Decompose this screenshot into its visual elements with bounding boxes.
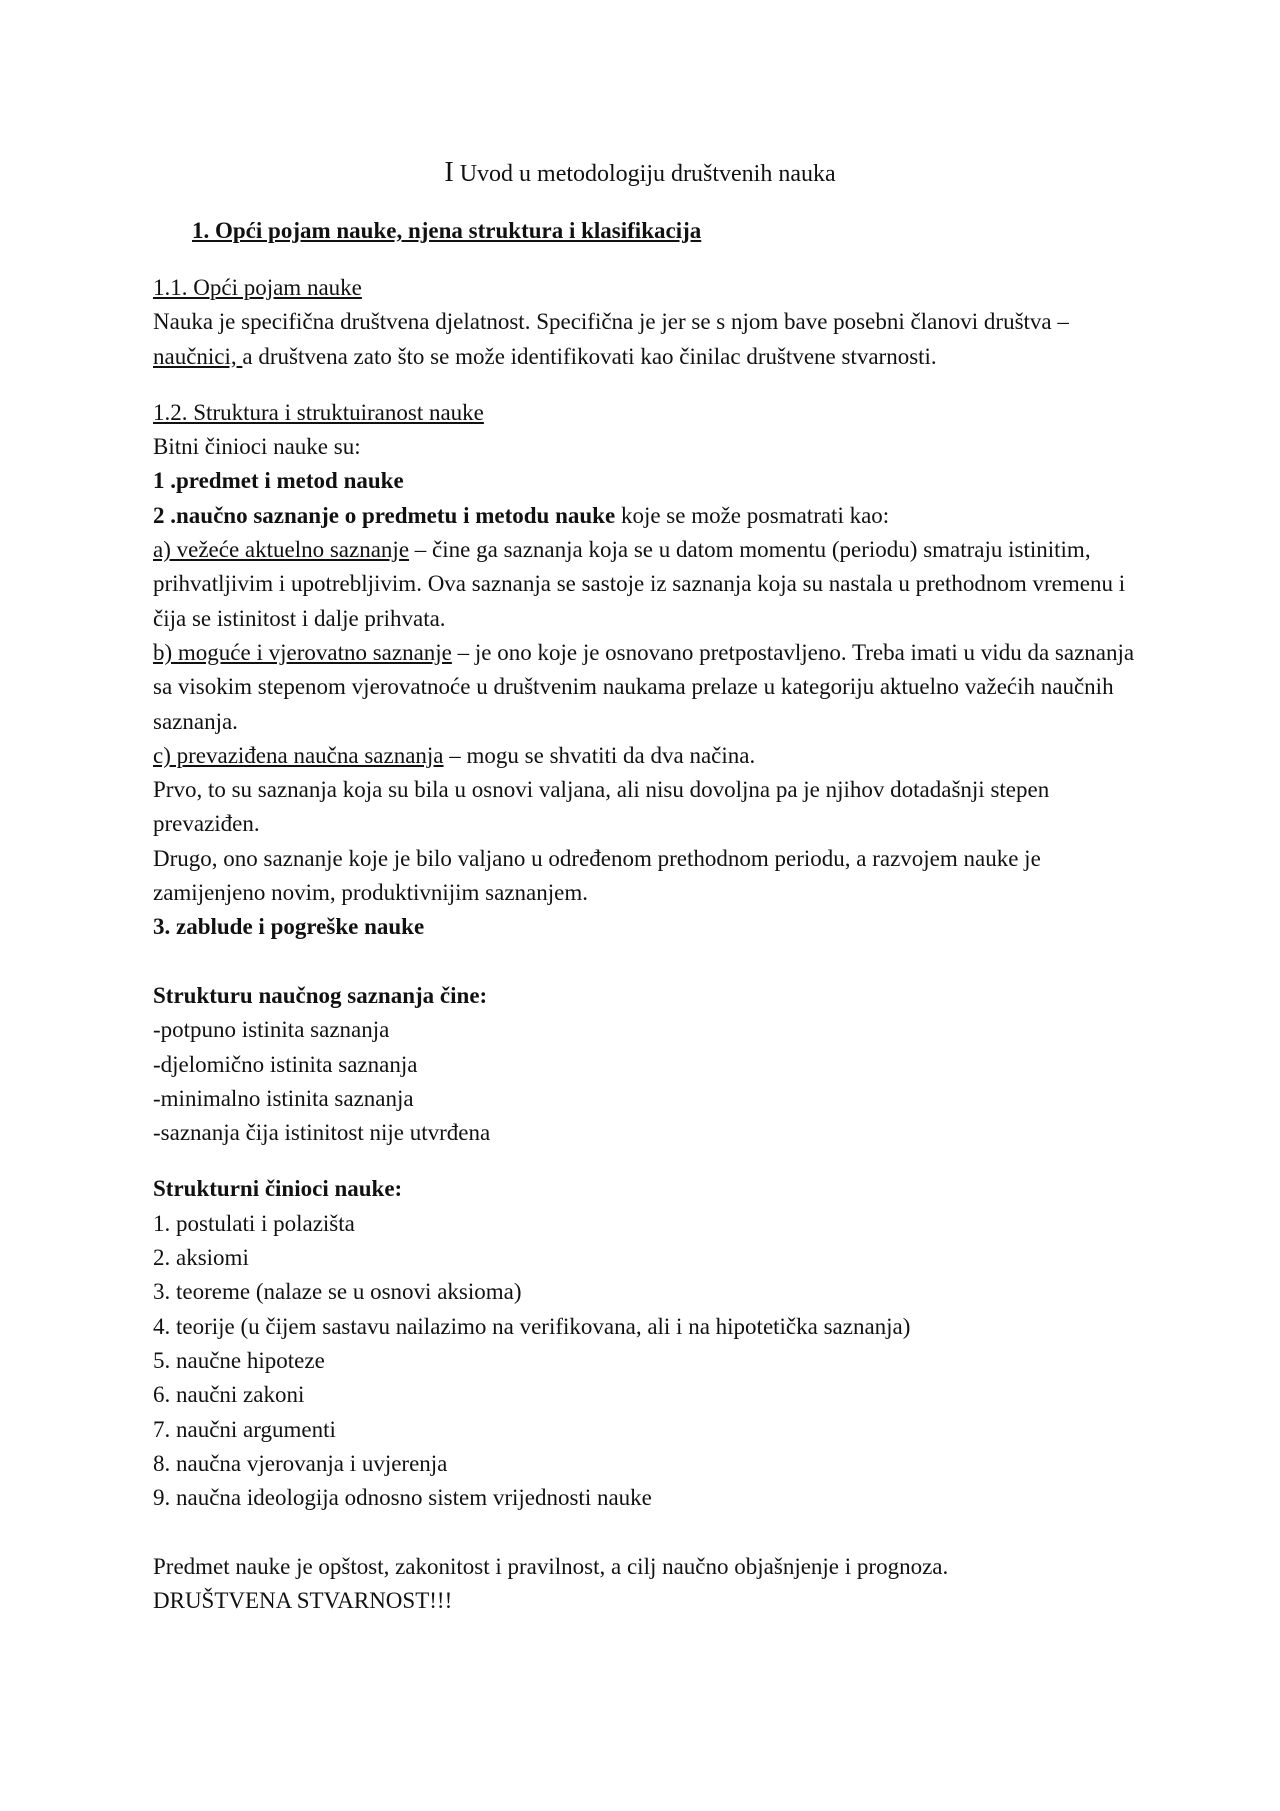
subitem-a-label: a) vežeće aktuelno saznanje bbox=[153, 537, 410, 563]
paragraph-text-start: Nauka je specifična društvena djelatnost. Specifična je jer se s njom bave posebni članovi društva – bbox=[153, 309, 1069, 335]
subitem-b-text: – je ono koje je osnovano pretpostavljeno. Treba imati u vidu da saznanja sa visokim stepenom vjerovatnoće u društvenim naukama prelaze u kategoriju aktuelno važećih naučnih saznanja. bbox=[153, 639, 1135, 734]
spacer bbox=[153, 374, 1138, 396]
subitem-c bbox=[153, 739, 1138, 773]
spacer bbox=[153, 945, 1138, 979]
closing-line-1: Predmet nauke je opštost, zakonitost i pravilnost, a cilj naučno objašnjenje i prognoza. bbox=[153, 1553, 949, 1579]
document-body bbox=[153, 271, 1138, 1618]
structure-list-item: -saznanja čija istinitost nije utvrđena bbox=[153, 1120, 491, 1146]
section-heading-1: 1. Opći pojam nauke, njena struktura i klasifikacija bbox=[192, 218, 702, 243]
factors-list-item: 4. teorije (u čijem sastavu nailazimo na verifikovana, ali i na hipotetička saznanja) bbox=[153, 1313, 911, 1339]
structure-heading: Strukturu naučnog saznanja čine: bbox=[153, 982, 488, 1008]
subitem-b bbox=[153, 636, 1138, 739]
underlined-term-naucnici: naučnici, bbox=[153, 343, 243, 369]
factor-item-1: 1 .predmet i metod nauke bbox=[153, 468, 404, 494]
structure-list-item: -minimalno istinita saznanja bbox=[153, 1085, 414, 1111]
structure-list-item: -djelomično istinita saznanja bbox=[153, 1051, 418, 1077]
factor-item-3: 3. zablude i pogreške nauke bbox=[153, 914, 425, 940]
factors-list-item: 8. naučna vjerovanja i uvjerenja bbox=[153, 1450, 448, 1476]
section-1-2-intro: Bitni činioci nauke su: bbox=[153, 434, 361, 460]
factors-list-item: 5. naučne hipoteze bbox=[153, 1347, 325, 1373]
factors-list-item: 2. aksiomi bbox=[153, 1245, 249, 1271]
factors-list-item: 7. naučni argumenti bbox=[153, 1416, 336, 1442]
section-1-2-heading: 1.2. Struktura i struktuiranost nauke bbox=[153, 399, 484, 425]
factor-item-2 bbox=[153, 499, 1138, 533]
paragraph-text-end: a društvena zato što se može identifikovati kao činilac društvene stvarnosti. bbox=[242, 343, 937, 369]
document-title bbox=[0, 156, 1280, 191]
paragraph-first: Prvo, to su saznanja koja su bila u osnovi valjana, ali nisu dovoljna pa je njihov dotadašnji stepen prevaziđen. bbox=[153, 777, 1050, 837]
title-roman-numeral: I bbox=[444, 157, 454, 188]
spacer bbox=[153, 1515, 1138, 1549]
subitem-c-label: c) prevaziđena naučna saznanja bbox=[153, 742, 444, 768]
subitem-a bbox=[153, 533, 1138, 636]
subitem-b-label: b) moguće i vjerovatno saznanje bbox=[153, 639, 452, 665]
closing-line-2: DRUŠTVENA STVARNOST!!! bbox=[153, 1587, 453, 1613]
spacer bbox=[153, 1150, 1138, 1172]
section-1-1-heading: 1.1. Opći pojam nauke bbox=[153, 275, 362, 300]
factors-list-item: 3. teoreme (nalaze se u osnovi aksioma) bbox=[153, 1279, 522, 1305]
title-text: Uvod u metodologiju društvenih nauka bbox=[459, 161, 836, 187]
structure-list-item: -potpuno istinita saznanja bbox=[153, 1017, 390, 1043]
section-1-1-paragraph bbox=[153, 305, 1138, 374]
factors-list-item: 6. naučni zakoni bbox=[153, 1382, 305, 1408]
factors-list-item: 9. naučna ideologija odnosno sistem vrijednosti nauke bbox=[153, 1485, 652, 1511]
factors-list-item: 1. postulati i polazišta bbox=[153, 1210, 355, 1236]
paragraph-second: Drugo, ono saznanje koje je bilo valjano u određenom prethodnom periodu, a razvojem nauke je zamijenjeno novim, produktivnijim saznanjem. bbox=[153, 845, 1041, 906]
subitem-c-text: – mogu se shvatiti da dva načina. bbox=[443, 742, 756, 768]
subitem-a-text: – čine ga saznanja koja se u datom momentu (periodu) smatraju istinitim, prihvatljivim i upotrebljivim. Ova saznanja se sastoje iz saznanja koja su nastala u prethodnom vremenu i čija se istinitost i dalje prihvata. bbox=[153, 537, 1126, 631]
factor-item-2-bold: 2 .naučno saznanje o predmetu i metodu nauke bbox=[153, 502, 616, 528]
factors-heading: Strukturni činioci nauke: bbox=[153, 1176, 403, 1202]
factor-item-2-rest: koje se može posmatrati kao: bbox=[615, 502, 890, 528]
